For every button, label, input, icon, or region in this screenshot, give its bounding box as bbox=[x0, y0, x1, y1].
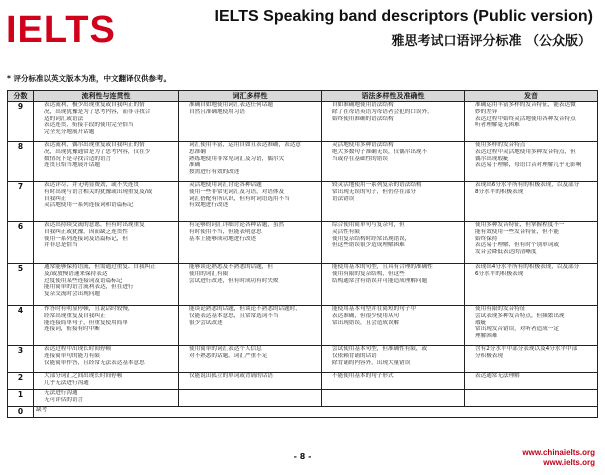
header-band: 分数 bbox=[8, 91, 34, 102]
pronunciation-cell bbox=[465, 264, 598, 306]
table-row bbox=[8, 407, 598, 418]
absent-cell bbox=[34, 407, 598, 418]
fluency-list bbox=[36, 142, 176, 169]
criterion-item: • 几乎无法进行沟通 bbox=[44, 380, 176, 387]
criterion-item: • 但这些错误很少造成理解困难 bbox=[332, 242, 462, 249]
pronunciation-cell bbox=[465, 306, 598, 346]
lexical-list bbox=[181, 182, 319, 209]
lexical-cell bbox=[179, 264, 322, 306]
criterion-item: • 分积极表现 bbox=[475, 353, 595, 360]
criterion-item: • 仅依赖背诵的话语 bbox=[332, 353, 462, 360]
criterion-item: • 仅能表达基本意思，且常常选词不当 bbox=[189, 313, 319, 320]
table-row bbox=[8, 390, 598, 407]
criterion-item: • 能使用基本的句型，且具有合理的准确性 bbox=[332, 264, 462, 271]
pronunciation-list bbox=[467, 264, 595, 278]
grammar-cell bbox=[322, 264, 465, 306]
criterion-item: • 况，出现犹豫通常是为了思考内容，仅在少 bbox=[44, 149, 176, 156]
lexical-cell bbox=[179, 390, 322, 407]
criterion-item: • 使用的词汇有限 bbox=[189, 271, 319, 278]
criterion-item: • 仅能简单作答，且经常无法表达基本意思 bbox=[44, 360, 176, 367]
criterion-item: • 数情况下是寻找合适的语言 bbox=[44, 156, 176, 163]
fluency-list bbox=[36, 346, 176, 366]
lexical-cell bbox=[179, 182, 322, 222]
criterion-item: • 表达流利，偶尔出现重复或自我纠正的情 bbox=[44, 142, 176, 149]
fluency-list bbox=[36, 102, 176, 136]
criterion-item: • 灵活地使用词汇讨论各种话题 bbox=[189, 182, 319, 189]
fluency-list bbox=[36, 182, 176, 209]
lexical-list bbox=[181, 102, 319, 116]
criterion-item: • 能使用基本句型并在简短的句子中 bbox=[332, 306, 462, 313]
page-number: - 8 - bbox=[293, 452, 312, 461]
grammar-list bbox=[324, 306, 462, 326]
pronunciation-list bbox=[467, 182, 595, 196]
lexical-list bbox=[181, 306, 319, 326]
grammar-list bbox=[324, 264, 462, 284]
criterion-item: • 表达易于理解，母语口音对理解几乎无影响 bbox=[475, 162, 595, 169]
criterion-item: • 词汇搭配有所认识，但有时词语选用不当 bbox=[189, 196, 319, 203]
criterion-item: • 使用有限的复杂结构，但这些 bbox=[332, 271, 462, 278]
pronunciation-list bbox=[467, 222, 595, 256]
fluency-list bbox=[36, 222, 176, 249]
fluency-list bbox=[36, 373, 176, 387]
absent-text: 缺考 bbox=[36, 407, 48, 413]
grammar-cell bbox=[322, 182, 465, 222]
criterion-item: • 绝大多数句子准确无误，仅偶尔出现不 bbox=[332, 149, 462, 156]
criterion-item: • 当或存在基础性的错误 bbox=[332, 156, 462, 163]
fluency-cell bbox=[34, 306, 179, 346]
criterion-item: • 有时出现与语言相关的犹豫或出现重复及/或 bbox=[44, 189, 176, 196]
chinaielts-link[interactable]: www.chinaielts.org bbox=[522, 448, 595, 457]
criterion-item: • 8分水平的积极表现 bbox=[475, 189, 595, 196]
criterion-item: • 尝试表现多种发音特点，但频繁出现 bbox=[475, 313, 595, 320]
lexical-list bbox=[181, 346, 319, 360]
pronunciation-cell bbox=[465, 142, 598, 182]
pronunciation-list bbox=[467, 102, 595, 129]
criterion-item: • 表达易于理解，但有时个别单词或 bbox=[475, 242, 595, 249]
criterion-item: • 始终保持 bbox=[475, 236, 595, 243]
table-row bbox=[8, 222, 598, 264]
grammar-list bbox=[324, 222, 462, 249]
criterion-item: • 结构通常含有错误并可能造成理解问题 bbox=[332, 278, 462, 285]
criterion-item: • 准确 bbox=[189, 162, 319, 169]
fluency-cell bbox=[34, 346, 179, 373]
lexical-cell bbox=[179, 373, 322, 390]
criterion-item: • 理解困难 bbox=[475, 333, 595, 340]
criterion-item: • 作答时有明显停顿，且说话时较慢， bbox=[44, 306, 176, 313]
band-score: 3 bbox=[8, 346, 34, 373]
criterion-item: • 有时使用不当，但能表明意思 bbox=[189, 229, 319, 236]
criterion-item: • 能连接简单句子，但重复使用简单 bbox=[44, 320, 176, 327]
table-row bbox=[8, 264, 598, 306]
band-score: 0 bbox=[8, 407, 34, 418]
criterion-item: • 使用有限的发音特征 bbox=[475, 306, 595, 313]
fluency-cell bbox=[34, 182, 179, 222]
grammar-cell bbox=[322, 222, 465, 264]
criterion-item: • 并非总是恰当 bbox=[44, 242, 176, 249]
criterion-item: • 连接简单句的能力有限 bbox=[44, 353, 176, 360]
criterion-item: • 灵活性有限 bbox=[332, 229, 462, 236]
criterion-item: • 经常出现重复及自我纠正 bbox=[44, 313, 176, 320]
pronunciation-cell bbox=[465, 222, 598, 264]
header-fluency: 流利性与连贯性 bbox=[34, 91, 179, 102]
criterion-item: • 思准确 bbox=[189, 149, 319, 156]
criterion-item: • 使用一些非常见词汇及习语，对语体及 bbox=[189, 189, 319, 196]
criterion-item: • 不能使用基本的句子形式 bbox=[332, 373, 462, 380]
criterion-item: • 综合使用简单句与复杂句，但 bbox=[332, 222, 462, 229]
criterion-item: • 词汇使用丰富，运用自如且表达准确，表达意 bbox=[189, 142, 319, 149]
criterion-item: • 表达流利，极少出现重复或自我纠正的情 bbox=[44, 102, 176, 109]
criterion-item: • 准确自如地使用词汇表达任何话题 bbox=[189, 102, 319, 109]
header-pronunciation: 发音 bbox=[465, 91, 598, 102]
criterion-item: • 常出现发音错误，对听者造成一定 bbox=[475, 326, 595, 333]
band-score: 9 bbox=[8, 102, 34, 142]
criterion-item: • 使用多样的发音特点 bbox=[475, 142, 595, 149]
pronunciation-list bbox=[467, 142, 595, 169]
title-chinese: 雅思考试口语评分标准 （公众版） bbox=[391, 34, 591, 49]
criterion-item: • 有效地进行改述 bbox=[189, 202, 319, 209]
criterion-item: • 能谈论熟悉的话题，但谈论不熟悉的话题时， bbox=[189, 306, 319, 313]
lexical-cell bbox=[179, 102, 322, 142]
band-score: 5 bbox=[8, 264, 34, 306]
grammar-cell bbox=[322, 306, 465, 346]
criterion-item: • 发音会降低表达的清晰度 bbox=[475, 249, 595, 256]
table-row bbox=[8, 373, 598, 390]
grammar-cell bbox=[322, 346, 465, 373]
criterion-item: • 表达过程中始终灵活地使用各种发音特点 bbox=[475, 116, 595, 123]
table-row bbox=[8, 182, 598, 222]
criterion-item: • 表现出4分水平所有的积极表现，以及部分 bbox=[475, 264, 595, 271]
criterion-item: • 自如准确地使用语法结构 bbox=[332, 102, 462, 109]
criterion-item: • 有足够的词汇详细讨论各种话题，虽然 bbox=[189, 222, 319, 229]
criterion-item: • 能有效使用一些发音特征，但不能 bbox=[475, 229, 595, 236]
translation-note: * 评分标准以英文版本为准，中文翻译仅供参考。 bbox=[7, 74, 172, 83]
criterion-item: • 按需进行有效的改述 bbox=[189, 169, 319, 176]
lexical-cell bbox=[179, 346, 322, 373]
criterion-item: • 准确运用丰富多样的发音特征，能表达微 bbox=[475, 102, 595, 109]
criterion-item: • 使用多种发音特征，但掌握程度不一 bbox=[475, 222, 595, 229]
criterion-item: • 完全充分地展开话题 bbox=[44, 129, 176, 136]
criterion-item: • 6分水平的积极表现 bbox=[475, 271, 595, 278]
criterion-item: • 偶尔出现瑕疵 bbox=[475, 156, 595, 163]
criterion-item: • 熟练地使用非常见词汇及习语，偶尔欠 bbox=[189, 156, 319, 163]
criterion-item: • 瑕疵 bbox=[475, 320, 595, 327]
band-score: 4 bbox=[8, 306, 34, 346]
title-english: IELTS Speaking band descriptors (Public version) bbox=[214, 8, 593, 25]
criterion-item: • 及/或放慢语速来保持表达 bbox=[44, 271, 176, 278]
band-score: 1 bbox=[8, 390, 34, 407]
fluency-list bbox=[36, 264, 176, 298]
criterion-item: • 常出现无误的句子，但仍存在部分 bbox=[332, 189, 462, 196]
fluency-list bbox=[36, 390, 176, 404]
page-header bbox=[0, 0, 605, 62]
pronunciation-list bbox=[467, 373, 595, 380]
table-header-row bbox=[8, 91, 598, 102]
lexical-cell bbox=[179, 142, 322, 182]
table-row bbox=[8, 102, 598, 142]
criterion-item: • 除了在母语英语为母语者会犯的口误外， bbox=[332, 109, 462, 116]
band-score: 8 bbox=[8, 142, 34, 182]
criterion-item: • 过度使用某些连接词及语篇标记 bbox=[44, 278, 176, 285]
band-score: 6 bbox=[8, 222, 34, 264]
lexical-cell bbox=[179, 222, 322, 264]
criterion-item: • 适的词汇或语法 bbox=[44, 116, 176, 123]
criterion-item: • 表达过程中出现长时间停顿 bbox=[44, 346, 176, 353]
criterion-item: • 听者理解毫无困难 bbox=[475, 122, 595, 129]
criterion-item: • 无法进行沟通 bbox=[44, 390, 176, 397]
criterion-item: • 仅能说出孤立的单词或背诵的话语 bbox=[189, 373, 319, 380]
pronunciation-cell bbox=[465, 346, 598, 373]
grammar-cell bbox=[322, 102, 465, 142]
criterion-item: • 自我纠正 bbox=[44, 196, 176, 203]
criterion-item: • 对不熟悉的话题，词汇严重不足 bbox=[189, 353, 319, 360]
fluency-cell bbox=[34, 373, 179, 390]
criterion-item: • 况，出现犹豫是为了思考内容，而非寻找合 bbox=[44, 109, 176, 116]
table-row bbox=[8, 346, 598, 373]
footer-links bbox=[522, 448, 595, 468]
criterion-item: • 能够谈论熟悉及不熟悉的话题，但 bbox=[189, 264, 319, 271]
grammar-list bbox=[324, 182, 462, 202]
pronunciation-cell bbox=[465, 102, 598, 142]
pronunciation-cell bbox=[465, 390, 598, 407]
table-row bbox=[8, 142, 598, 182]
criterion-item: • 自我纠正或犹豫，因而缺乏连贯性 bbox=[44, 229, 176, 236]
criterion-item: • 表达详尽，并无明显费劲，或不失连贯 bbox=[44, 182, 176, 189]
ielts-link[interactable]: www.ielts.org bbox=[543, 458, 595, 467]
table-row bbox=[8, 306, 598, 346]
header-grammar: 语法多样性及准确性 bbox=[322, 91, 465, 102]
grammar-list bbox=[324, 102, 462, 122]
ielts-logo: IELTS bbox=[6, 9, 116, 51]
criterion-item: • 无可评估的语言 bbox=[44, 397, 176, 404]
criterion-item: • 尝试使用基本句型，但准确性有限，或 bbox=[332, 346, 462, 353]
criterion-item: • 含有2分水平中部分表现以及4分水平中部 bbox=[475, 346, 595, 353]
criterion-item: • 使用一系列连接词及语篇标记，但 bbox=[44, 236, 176, 243]
grammar-list bbox=[324, 142, 462, 162]
fluency-cell bbox=[34, 264, 179, 306]
criterion-item: • 复杂交流时会出现问题 bbox=[44, 291, 176, 298]
criterion-item: • 尝试进行改述，但有时成功有时失败 bbox=[189, 278, 319, 285]
fluency-cell bbox=[34, 222, 179, 264]
band-score: 2 bbox=[8, 373, 34, 390]
fluency-list bbox=[36, 306, 176, 333]
lexical-cell bbox=[179, 306, 322, 346]
criterion-item: • 表现出6分水平所有的积极表现，以及部分 bbox=[475, 182, 595, 189]
criterion-item: • 连接词，衔接有时中断 bbox=[44, 326, 176, 333]
criterion-item: • 表达出持续交流的意愿，但有时出现重复 bbox=[44, 222, 176, 229]
criterion-item: • 妙的差异 bbox=[475, 109, 595, 116]
criterion-item: • 很少尝试改述 bbox=[189, 320, 319, 327]
criterion-item: • 基本上能够成功地进行改述 bbox=[189, 236, 319, 243]
criterion-item: • 除背诵的内容外，出现大量错误 bbox=[332, 360, 462, 367]
criterion-item: • 通常能够保持语流，但需通过重复、自我纠正 bbox=[44, 264, 176, 271]
criterion-item: • 灵活地使用多种语法结构 bbox=[332, 142, 462, 149]
criterion-item: • 使用简单的词汇表达个人信息 bbox=[189, 346, 319, 353]
band-descriptors-table bbox=[7, 90, 598, 418]
criterion-item: • 语法错误 bbox=[332, 196, 462, 203]
criterion-item: • 使用复杂结构时经常出现错误， bbox=[332, 236, 462, 243]
lexical-list bbox=[181, 142, 319, 176]
grammar-list bbox=[324, 373, 462, 380]
criterion-item: • 表达通常无法理解 bbox=[475, 373, 595, 380]
criterion-item: • 连贯且恰当地展开话题 bbox=[44, 162, 176, 169]
criterion-item: • 表达准确，但很少使用从句 bbox=[332, 313, 462, 320]
pronunciation-list bbox=[467, 306, 595, 340]
band-score: 7 bbox=[8, 182, 34, 222]
pronunciation-cell bbox=[465, 182, 598, 222]
criterion-item: • 表达连贯，衔接手段的使用完全恰当 bbox=[44, 122, 176, 129]
criterion-item: • 常出现错误，且会造成误解 bbox=[332, 320, 462, 327]
grammar-list bbox=[324, 346, 462, 366]
fluency-cell bbox=[34, 102, 179, 142]
pronunciation-list bbox=[467, 346, 595, 360]
criterion-item: • 大部分词汇之间出现长时间停顿 bbox=[44, 373, 176, 380]
pronunciation-cell bbox=[465, 373, 598, 390]
grammar-cell bbox=[322, 142, 465, 182]
criterion-item: • 较灵活地使用一系列复杂的语法结构 bbox=[332, 182, 462, 189]
fluency-cell bbox=[34, 390, 179, 407]
criterion-item: • 表达过程中灵活地使用多种发音特点，但 bbox=[475, 149, 595, 156]
grammar-cell bbox=[322, 373, 465, 390]
lexical-list bbox=[181, 222, 319, 242]
criterion-item: • 始终使用准确的语法结构 bbox=[332, 116, 462, 123]
lexical-list bbox=[181, 373, 319, 380]
criterion-item: • 能用简单的语言流利表达，但在进行 bbox=[44, 284, 176, 291]
fluency-cell bbox=[34, 142, 179, 182]
lexical-list bbox=[181, 264, 319, 284]
grammar-cell bbox=[322, 390, 465, 407]
criterion-item: • 灵活地使用一系列连接词和语篇标记 bbox=[44, 202, 176, 209]
header-lexical: 词汇多样性 bbox=[179, 91, 322, 102]
criterion-item: • 自然且准确地使用习语 bbox=[189, 109, 319, 116]
